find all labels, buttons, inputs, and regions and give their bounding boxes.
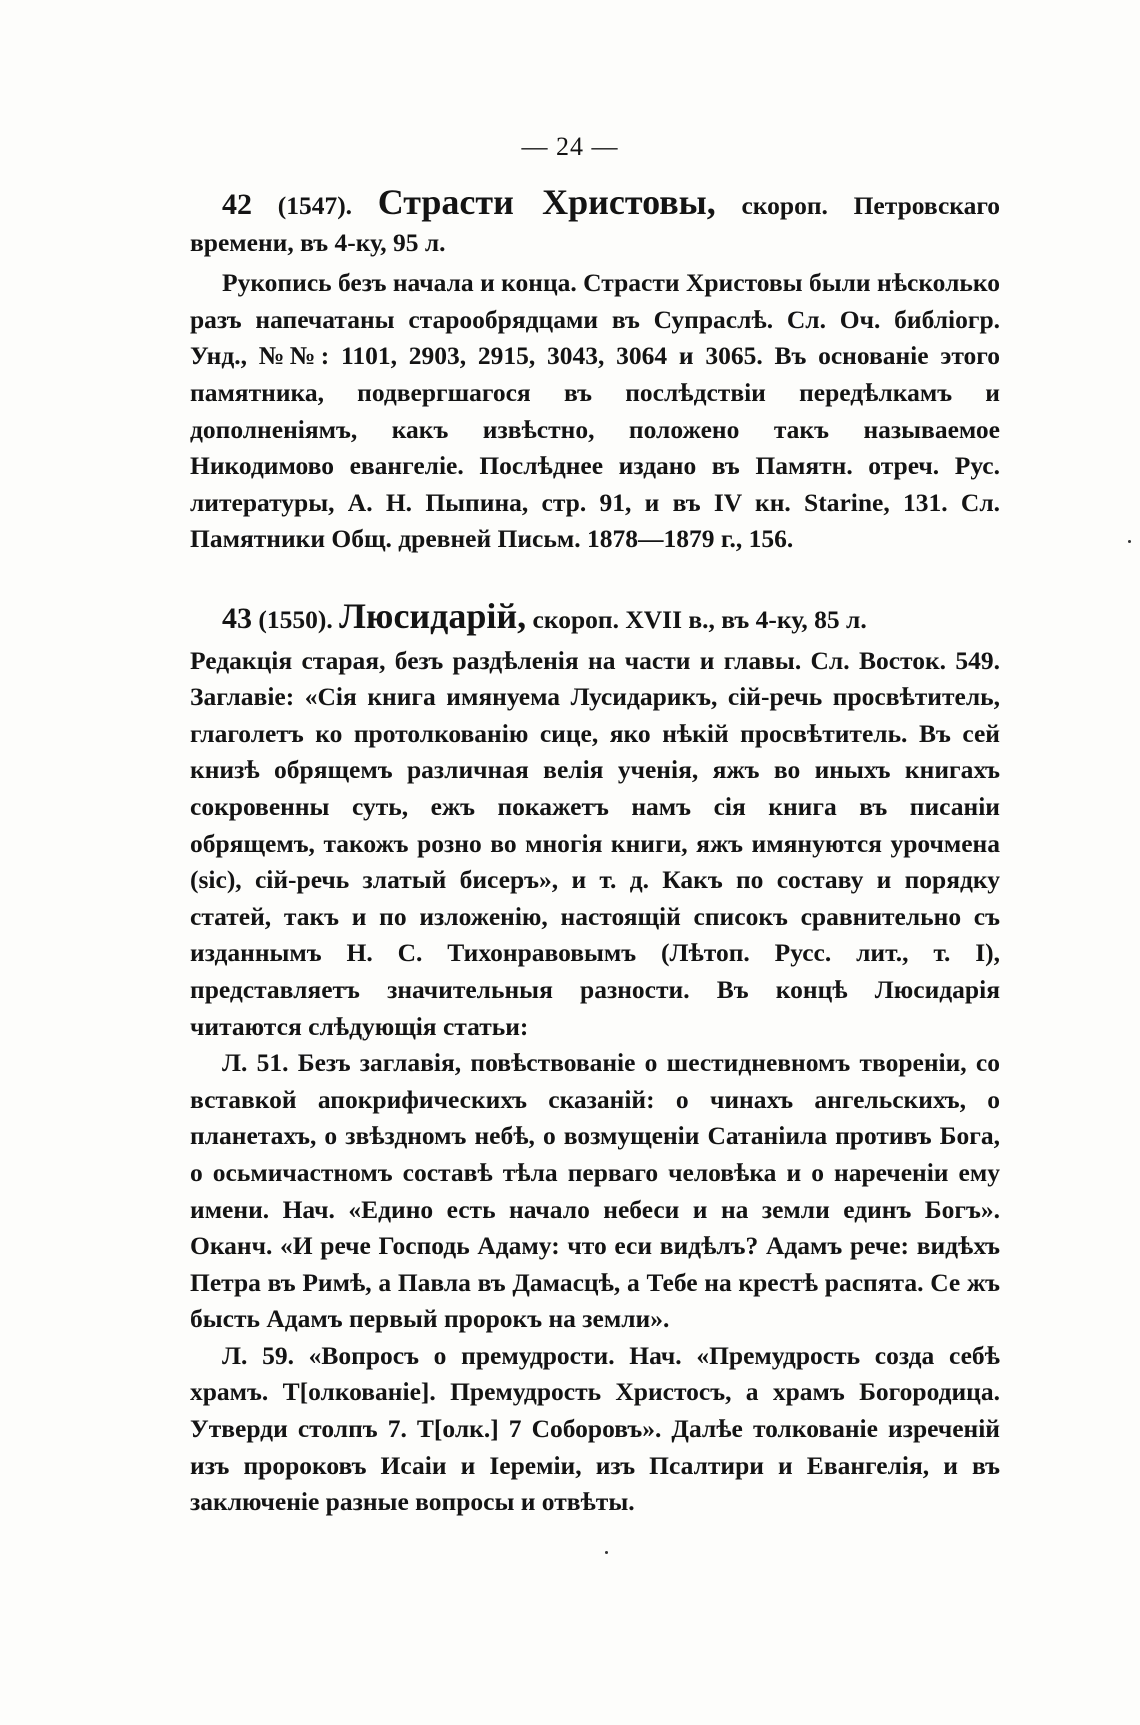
entry-paragraph: Редакція старая, безъ раздѣленія на части и главы. Сл. Восток. 549. Заглавіе: «Сія книга имянуема Лусидарикъ, сій-речь просвѣтитель, глаголетъ ко протолкованію сице, яко нѣкій просвѣтитель. Въ сей книзѣ обрящемъ различная велія ученія, яжъ во иныхъ книгахъ сокровенны суть, ежъ покажетъ намъ сія книга въ писаніи обрящемъ, такожъ розно во многія книги, яжъ имянуются урочмена (sic), сій-речь златый бисеръ», и т. д. Какъ по составу и порядку статей, такъ и по изложенію, настоящій списокъ сравнительно съ изданнымъ Н. С. Тихонравовымъ (Лѣтоп. Русс. лит., т. I), представляетъ значительныя разности. Въ концѣ Люсидарія читаются слѣдующія статьи: [190,645,1000,1041]
entry-number: 43 [222,602,252,635]
entry-meta: скороп. XVII в., въ 4-ку, 85 л. [532,605,867,634]
page-number: — 24 — [521,132,619,161]
entry-heading [190,598,1000,639]
scan-speck [1128,540,1131,543]
entry-heading [190,184,1000,261]
entry-paragraph: Рукопись безъ начала и конца. Страсти Христовы были нѣсколько разъ напечатаны старообрядцами въ Супраслѣ. Сл. Оч. библіогр. Унд., №№: 1101, 2903, 2915, 3043, 3064 и 3065. Въ основаніе этого памятника, подвергшагося въ послѣдствіи передѣлкамъ и дополненіямъ, какъ извѣстно, положено такъ называемое Никодимово евангеліе. Послѣднее издано въ Памятн. отреч. Рус. литературы, А. Н. Пыпина, стр. 91, и въ IV кн. Starine, 131. Сл. Памятники Общ. древней Письм. 1878—1879 г., 156. [190,268,1000,554]
entry-meta: скороп. Петровскаго времени, въ 4-ку, 95 л. [190,191,1001,257]
entry-catalog-number: (1550). [258,605,333,634]
scan-speck [605,1551,608,1554]
entry-catalog-number: (1547). [277,191,353,220]
entry-paragraph: Л. 59. «Вопросъ о премудрости. Нач. «Премудрость созда себѣ храмъ. Т[олкованіе]. Премудрость Христосъ, а храмъ Богородица. Утверди столпъ 7. Т[олк.] 7 Соборовъ». Далѣе толкованіе изреченій изъ пророковъ Исаіи и Іереміи, изъ Псалтири и Евангелія, и въ заключеніе разные вопросы и отвѣты. [190,1340,1000,1517]
catalog-entry-43 [190,598,1000,1521]
entry-paragraph: Л. 51. Безъ заглавія, повѣствованіе о шестидневномъ твореніи, со вставкой апокрифическихъ сказаній: о чинахъ ангельскихъ, о планетахъ, о звѣздномъ небѣ, о возмущеніи Сатаніила противъ Бога, о осьмичастномъ составѣ тѣла перваго человѣка и о нареченіи ему имени. Нач. «Едино есть начало небеси и на земли единъ Богъ». Оканч. «И рече Господь Адаму: что еси видѣлъ? Адамъ рече: видѣхъ Петра въ Римѣ, а Павла въ Дамасцѣ, а Тебе на крестѣ распята. Се жъ бысть Адамъ первый пророкъ на земли». [190,1048,1000,1334]
entry-title: Люсидарій, [339,596,527,636]
catalog-entry-42 [190,184,1000,558]
entry-title: Страсти Христовы, [377,182,716,222]
entry-number: 42 [222,188,252,221]
